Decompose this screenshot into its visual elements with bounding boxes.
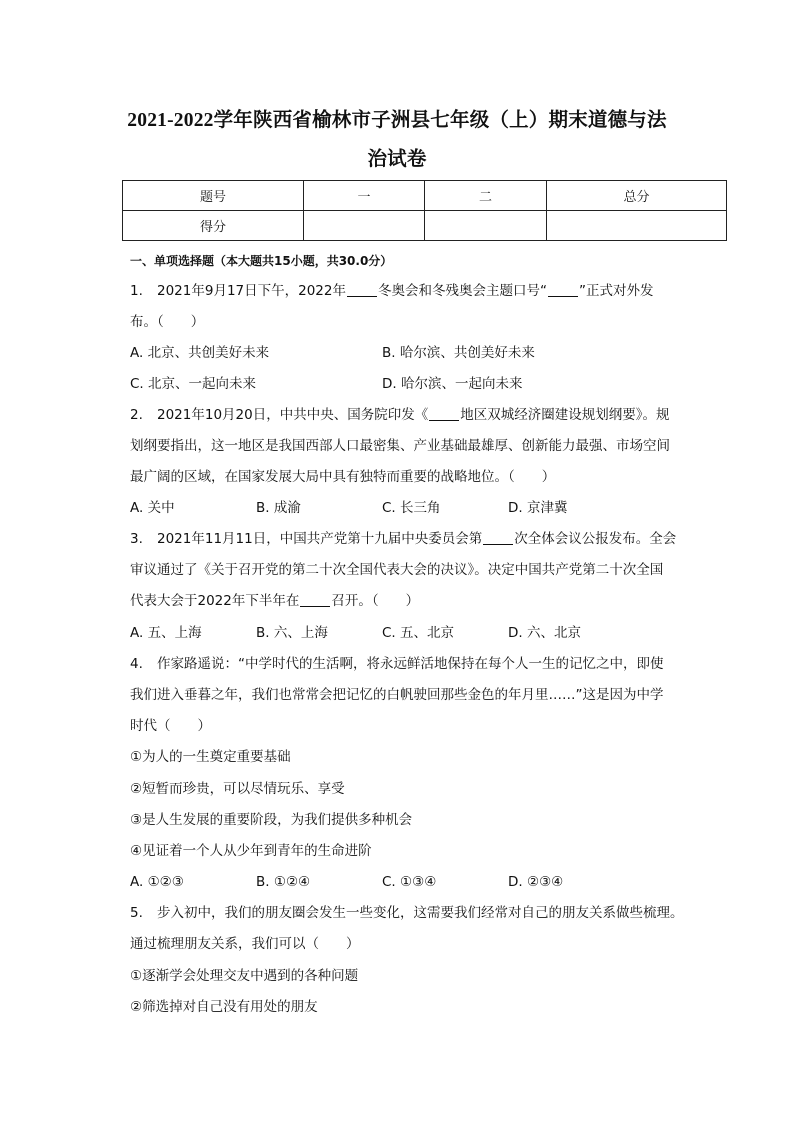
- question-line: 2. 2021年10月20日，中共中央、国务院印发《 地区双城经济圈建设规划纲要》。规: [130, 400, 700, 431]
- question-line: 代表大会于2022年下半年在 召开。（ ）: [130, 593, 420, 609]
- score-table: [122, 180, 727, 241]
- score-table-cell: 得分: [123, 211, 304, 241]
- question-2: [130, 400, 700, 493]
- question-line: 划纲要指出，这一地区是我国西部人口最密集、产业基础最雄厚、创新能力最强、市场空间: [130, 438, 670, 454]
- option-b[interactable]: B. ①②④: [256, 874, 311, 890]
- question-number: 5.: [130, 905, 143, 921]
- answer-blank: [347, 282, 377, 297]
- score-table-cell: 题号: [123, 181, 304, 211]
- statement-4: ④见证着一个人从少年到青年的生命进阶: [130, 843, 372, 859]
- question-1: [130, 276, 700, 338]
- question-line: 我们进入垂暮之年，我们也常常会把记忆的白帆驶回那些金色的年月里……”这是因为中学: [130, 687, 664, 703]
- option-d[interactable]: D. 六、北京: [508, 625, 581, 641]
- question-number: 2.: [130, 407, 143, 423]
- score-table-header-row: [123, 181, 727, 211]
- option-c[interactable]: C. 五、北京: [382, 625, 455, 641]
- answer-blank: [483, 530, 513, 545]
- option-a[interactable]: A. ①②③: [130, 874, 184, 890]
- question-line: 布。（ ）: [130, 314, 205, 330]
- question-line: 通过梳理朋友关系，我们可以（ ）: [130, 936, 360, 952]
- answer-blank: [429, 406, 459, 421]
- statement-2: ②短暂而珍贵，可以尽情玩乐、享受: [130, 781, 345, 797]
- option-d[interactable]: D. 京津冀: [508, 500, 568, 516]
- question-5: [130, 898, 700, 960]
- score-table-cell: [304, 211, 425, 241]
- option-b[interactable]: B. 哈尔滨、共创美好未来: [382, 345, 535, 361]
- score-table-score-row: [123, 211, 727, 241]
- answer-blank: [548, 282, 578, 297]
- statement-1: ①逐渐学会处理交友中遇到的各种问题: [130, 968, 359, 984]
- statement-2: ②筛选掉对自己没有用处的朋友: [130, 999, 318, 1015]
- option-b[interactable]: B. 成渝: [256, 500, 301, 516]
- question-line: 5. 步入初中，我们的朋友圈会发生一些变化，这需要我们经常对自己的朋友关系做些梳理。: [130, 898, 700, 929]
- question-line: 最广阔的区域，在国家发展大局中具有独特而重要的战略地位。（ ）: [130, 469, 556, 485]
- question-number: 3.: [130, 531, 143, 547]
- question-number: 4.: [130, 656, 143, 672]
- option-a[interactable]: A. 关中: [130, 500, 175, 516]
- score-table-cell: 二: [425, 181, 547, 211]
- score-table-cell: [547, 211, 727, 241]
- answer-blank: [300, 592, 330, 607]
- question-4: [130, 649, 700, 742]
- options-row: [130, 618, 700, 649]
- score-table-cell: [425, 211, 547, 241]
- exam-title-line2: 治试卷: [367, 149, 427, 170]
- option-a[interactable]: A. 北京、共创美好未来: [130, 345, 270, 361]
- exam-title-line1: 2021-2022学年陕西省榆林市子洲县七年级（上）期末道德与法: [127, 110, 667, 131]
- options-row: [130, 338, 700, 369]
- question-number: 1.: [130, 283, 143, 299]
- score-table-cell: 一: [304, 181, 425, 211]
- question-line: 时代（ ）: [130, 718, 211, 734]
- option-b[interactable]: B. 六、上海: [256, 625, 328, 641]
- option-d[interactable]: D. 哈尔滨、一起向未来: [382, 376, 523, 392]
- question-line: 3. 2021年11月11日，中国共产党第十九届中央委员会第 次全体会议公报发布。全会: [130, 524, 700, 555]
- score-table-cell: 总分: [547, 181, 727, 211]
- option-d[interactable]: D. ②③④: [508, 874, 564, 890]
- option-c[interactable]: C. 北京、一起向未来: [130, 376, 257, 392]
- question-line: 4. 作家路遥说：“中学时代的生活啊，将永远鲜活地保持在每个人一生的记忆之中，即使: [130, 649, 700, 680]
- statement-3: ③是人生发展的重要阶段，为我们提供多种机会: [130, 812, 413, 828]
- options-row: [130, 369, 700, 400]
- option-c[interactable]: C. ①③④: [382, 874, 437, 890]
- options-row: [130, 867, 700, 898]
- option-a[interactable]: A. 五、上海: [130, 625, 202, 641]
- option-c[interactable]: C. 长三角: [382, 500, 441, 516]
- question-line: 1. 2021年9月17日下午，2022年 冬奥会和冬残奥会主题口号“ ”正式对外发: [130, 276, 700, 307]
- statement-1: ①为人的一生奠定重要基础: [130, 749, 291, 765]
- question-line: 审议通过了《关于召开党的第二十次全国代表大会的决议》。决定中国共产党第二十次全国: [130, 562, 664, 578]
- question-3: [130, 524, 700, 617]
- section-heading: 一、单项选择题（本大题共15小题，共30.0分）: [130, 254, 393, 268]
- options-row: [130, 493, 700, 524]
